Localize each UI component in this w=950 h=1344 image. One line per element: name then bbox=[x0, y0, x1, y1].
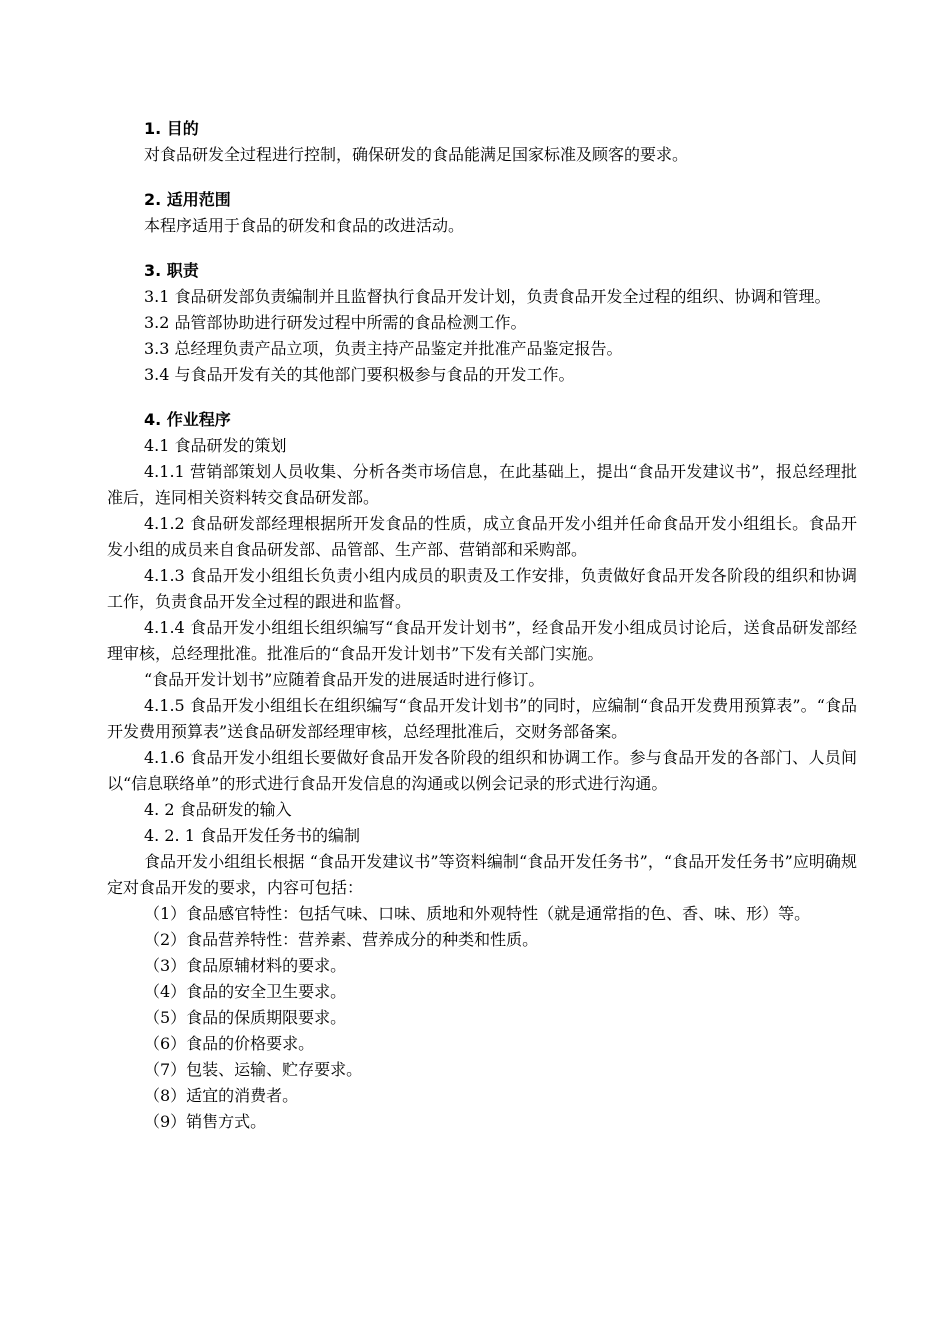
paragraph-4-1-4-note: “食品开发计划书”应随着食品开发的进展适时进行修订。 bbox=[144, 670, 545, 689]
list-item: （4）食品的安全卫生要求。 bbox=[144, 982, 347, 1001]
list-item: （6）食品的价格要求。 bbox=[144, 1034, 315, 1053]
list-item: （7）包装、运输、贮存要求。 bbox=[144, 1060, 363, 1079]
document-content bbox=[107, 116, 857, 1135]
subsection-heading: 4. 2 食品研发的输入 bbox=[144, 800, 292, 819]
paragraph-4-1-5: 4.1.5 食品开发小组组长在组织编写“食品开发计划书”的同时，应编制“食品开发费用预算表”。“食品开发费用预算表”送食品研发部经理审核，总经理批准后，交财务部备案。 bbox=[107, 696, 857, 741]
responsibility-item: 3.1 食品研发部负责编制并且监督执行食品开发计划，负责食品开发全过程的组织、协调和管理。 bbox=[144, 287, 831, 306]
responsibility-item: 3.3 总经理负责产品立项，负责主持产品鉴定并批准产品鉴定报告。 bbox=[144, 339, 623, 358]
paragraph-4-2-1: 食品开发小组组长根据 “食品开发建议书”等资料编制“食品开发任务书”，“食品开发任务书”应明确规定对食品开发的要求，内容可包括： bbox=[107, 852, 857, 897]
paragraph-4-1-3: 4.1.3 食品开发小组组长负责小组内成员的职责及工作安排，负责做好食品开发各阶段的组织和协调工作，负责食品开发全过程的跟进和监督。 bbox=[107, 566, 857, 611]
requirements-list bbox=[107, 901, 857, 1135]
paragraph-4-1-1: 4.1.1 营销部策划人员收集、分析各类市场信息，在此基础上，提出“食品开发建议书”，报总经理批准后，连同相关资料转交食品研发部。 bbox=[107, 462, 857, 507]
list-item: （9）销售方式。 bbox=[144, 1112, 267, 1131]
responsibility-item: 3.2 品管部协助进行研发过程中所需的食品检测工作。 bbox=[144, 313, 527, 332]
list-item: （5）食品的保质期限要求。 bbox=[144, 1008, 347, 1027]
scope-text: 本程序适用于食品的研发和食品的改进活动。 bbox=[144, 216, 465, 235]
purpose-text: 对食品研发全过程进行控制，确保研发的食品能满足国家标准及顾客的要求。 bbox=[144, 145, 689, 164]
responsibility-item: 3.4 与食品开发有关的其他部门要积极参与食品的开发工作。 bbox=[144, 365, 575, 384]
list-item: （2）食品营养特性：营养素、营养成分的种类和性质。 bbox=[144, 930, 539, 949]
list-item: （3）食品原辅材料的要求。 bbox=[144, 956, 347, 975]
section-heading-responsibilities: 3. 职责 bbox=[144, 261, 199, 280]
section-heading-purpose: 1. 目的 bbox=[144, 119, 199, 138]
subsection-heading: 4.1 食品研发的策划 bbox=[144, 436, 287, 455]
list-item: （8）适宜的消费者。 bbox=[144, 1086, 299, 1105]
section-heading-procedure: 4. 作业程序 bbox=[144, 410, 231, 429]
paragraph-4-1-6: 4.1.6 食品开发小组组长要做好食品开发各阶段的组织和协调工作。参与食品开发的各部门、人员间以“信息联络单”的形式进行食品开发信息的沟通或以例会记录的形式进行沟通。 bbox=[107, 748, 857, 793]
paragraph-4-1-2: 4.1.2 食品研发部经理根据所开发食品的性质，成立食品开发小组并任命食品开发小组组长。食品开发小组的成员来自食品研发部、品管部、生产部、营销部和采购部。 bbox=[107, 514, 857, 559]
paragraph-4-1-4: 4.1.4 食品开发小组组长组织编写“食品开发计划书”，经食品开发小组成员讨论后，送食品研发部经理审核，总经理批准。批准后的“食品开发计划书”下发有关部门实施。 bbox=[107, 618, 857, 663]
section-heading-scope: 2. 适用范围 bbox=[144, 190, 231, 209]
list-item: （1）食品感官特性：包括气味、口味、质地和外观特性（就是通常指的色、香、味、形）等。 bbox=[144, 904, 811, 923]
subsection-heading: 4. 2. 1 食品开发任务书的编制 bbox=[144, 826, 360, 845]
